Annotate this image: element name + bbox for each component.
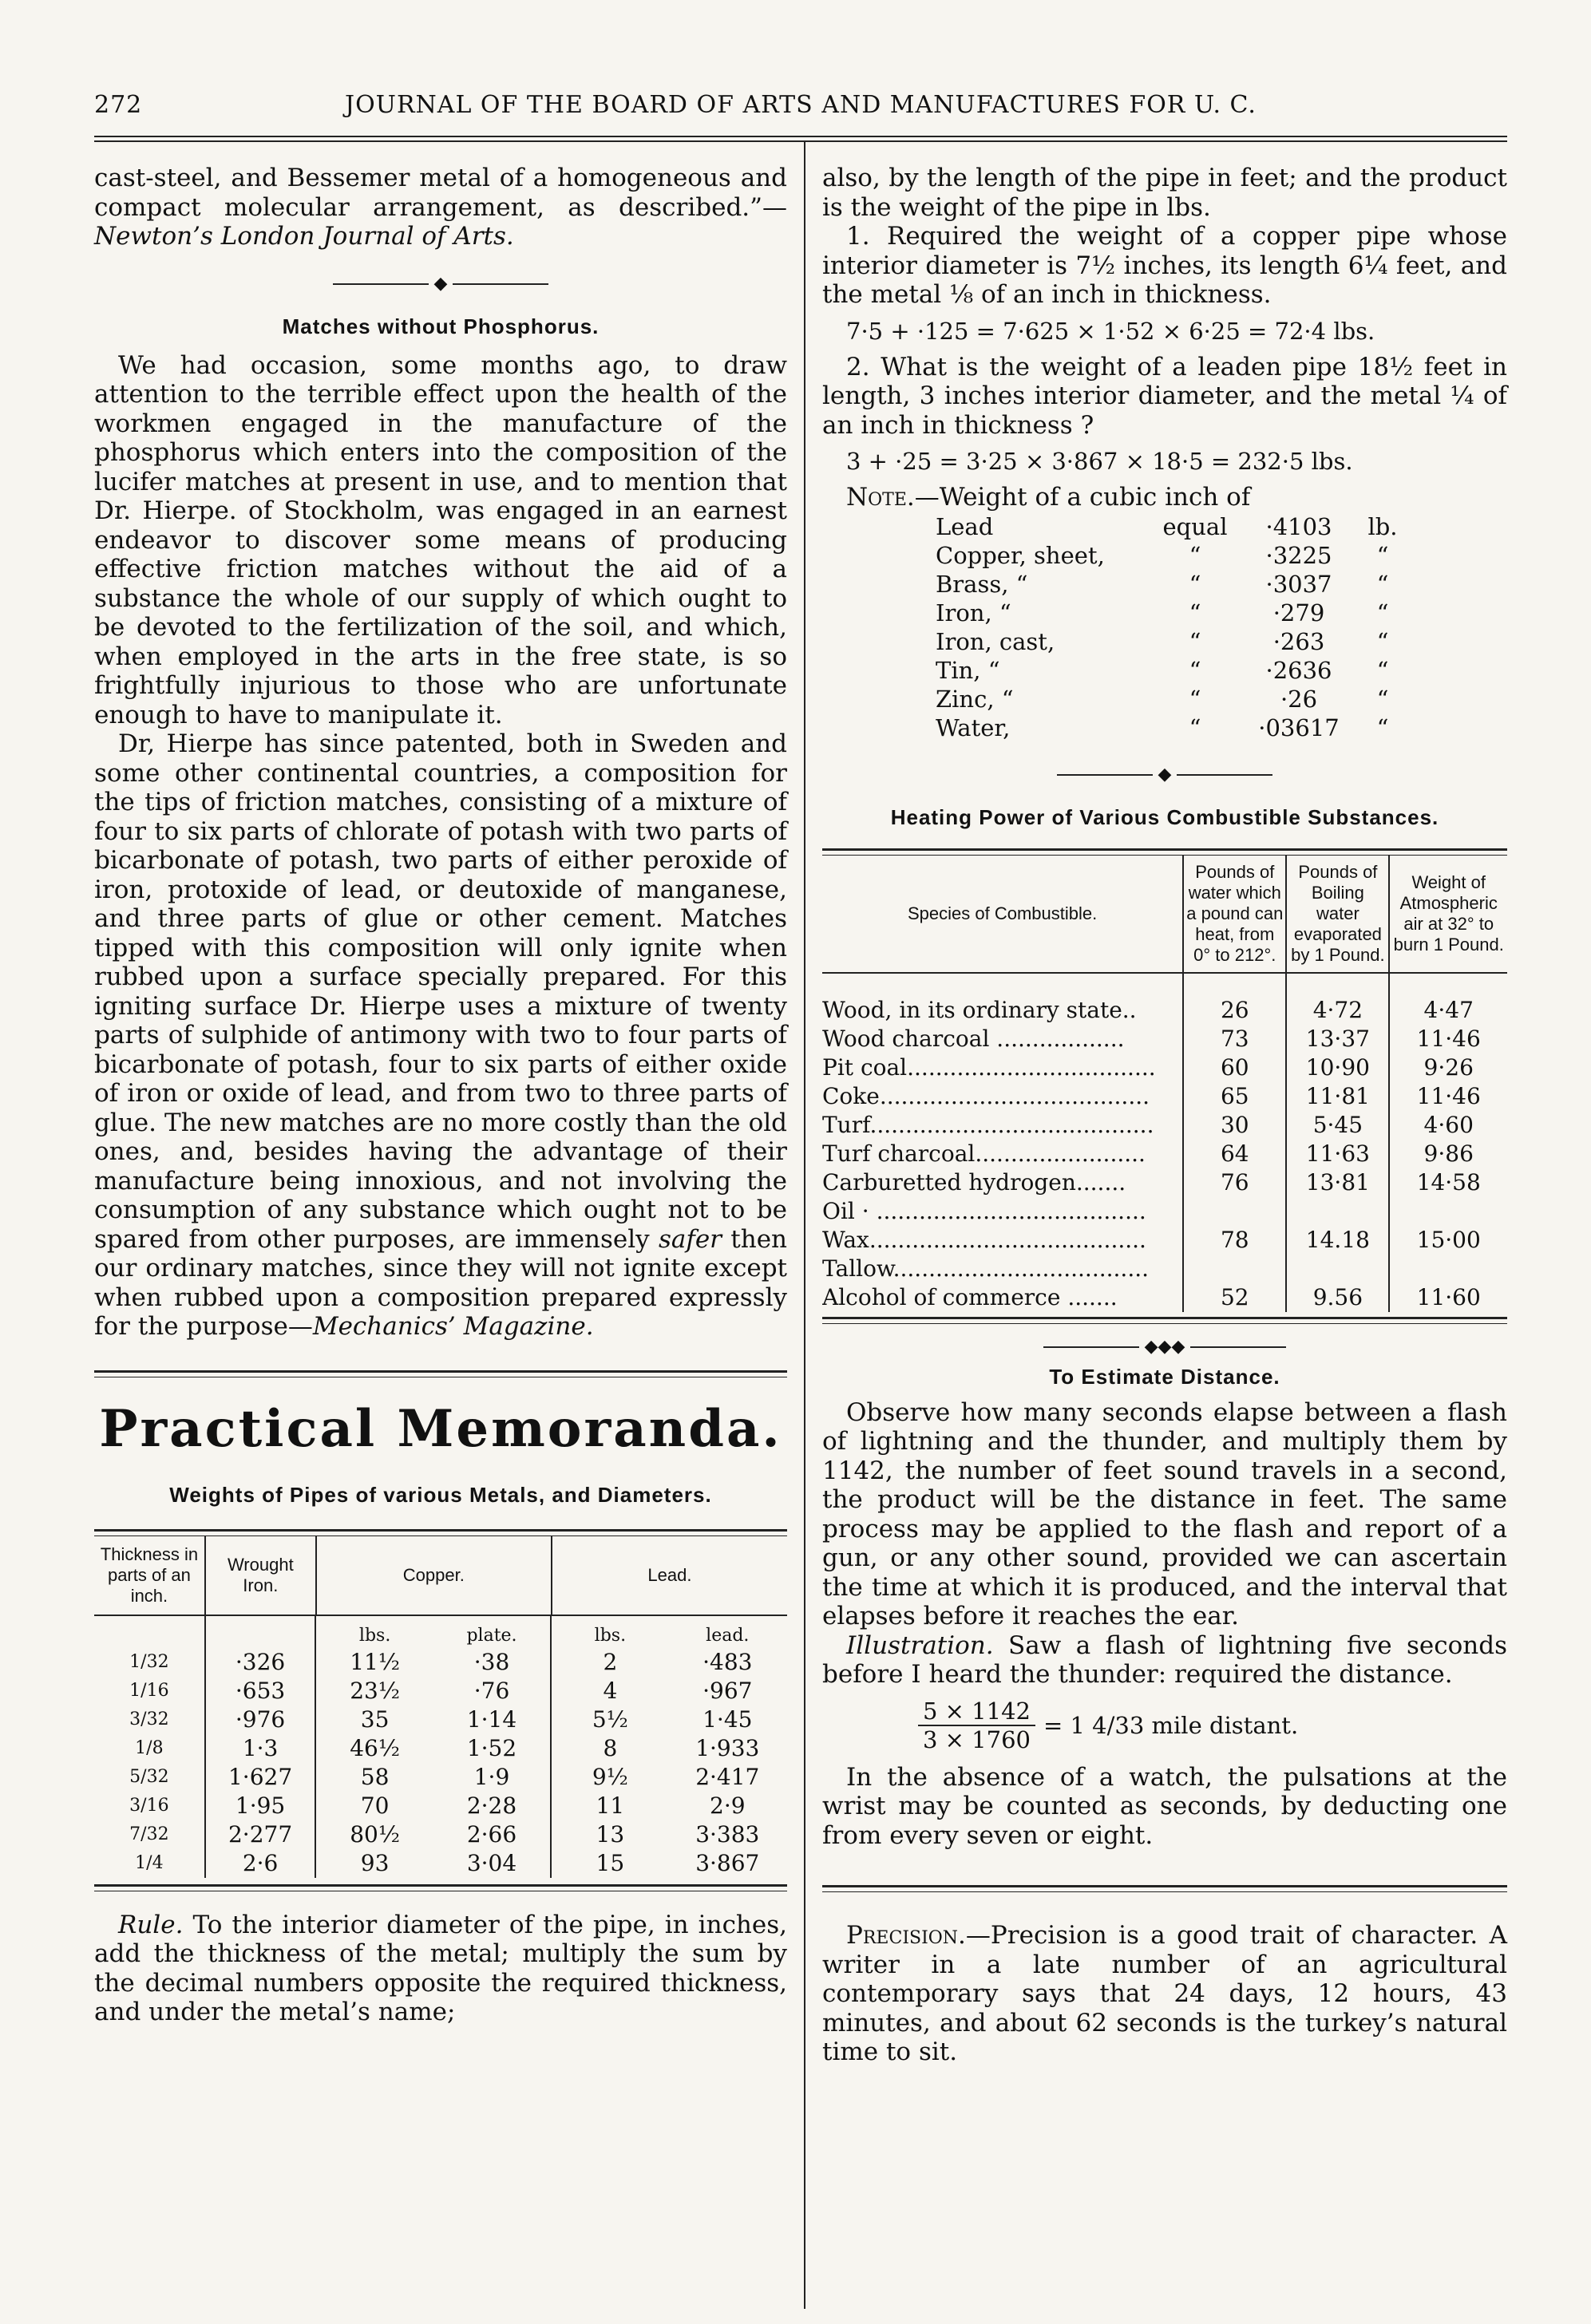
heat-cell: 64 [1183,1140,1286,1168]
continued-paragraph [94,164,787,251]
pipe-value-cell: 70 [360,1792,390,1819]
heat-row [822,973,1507,1025]
pipe-value-cell: 35 [360,1705,390,1733]
illustration-label: Illustration. [846,1630,994,1660]
col-header-copper: Copper. [316,1536,552,1615]
pipe-value-cell: 1·52 [433,1734,551,1763]
cubic-inch-row [936,685,1407,713]
cubic-inch-row [936,713,1407,742]
matches-heading: Matches without Phosphorus. [282,314,600,338]
heat-col-air: Weight of Atmospheric air at 32° to burn 1 Pound. [1393,872,1504,955]
cubic-inch-cell: “ [1189,685,1201,713]
section-ornament-2: ◆ [822,765,1507,785]
distance-heading: To Estimate Distance. [1049,1364,1280,1389]
precision-paragraph [822,1921,1507,2067]
subheader-copper-plate: plate. [433,1616,551,1648]
cubic-inch-cell: Lead [936,512,994,540]
pipe-value-cell: 9½ [592,1763,628,1790]
distance-paragraph-2: In the absence of a watch, the pulsations at the wrist may be counted as seconds, by deducting one from every seven or eight. [822,1762,1507,1850]
heat-cell: 9·86 [1423,1140,1474,1167]
heat-row [822,1283,1507,1312]
heat-cell: 73 [1183,1025,1286,1053]
pipe-thickness-cell: 7/32 [94,1820,205,1849]
heat-cell: Tallow.................................... [822,1255,1183,1283]
fraction-result: = 1 4/33 mile distant. [1043,1711,1299,1739]
fraction-denominator: 3 × 1760 [923,1725,1031,1753]
pipes-table-body [94,1616,787,1878]
source-citation: Newton’s London Journal of Arts. [94,222,514,251]
heat-cell: 60 [1183,1053,1286,1082]
cubic-inch-cell: ·2636 [1265,656,1332,684]
pipe-value-cell: 93 [360,1849,390,1876]
cubic-inch-cell: equal [1162,512,1228,540]
heat-row [822,1226,1507,1255]
heat-cell: Coke...................................... [822,1082,1183,1111]
heat-cell: 78 [1183,1226,1286,1255]
pipe-row [94,1763,786,1792]
emphasis-safer: safer [658,1224,722,1254]
cubic-inch-cell: “ [1189,570,1201,598]
pipe-value-cell: 3·383 [695,1820,760,1848]
note-paragraph [822,483,1507,512]
pipe-value-cell: 1·3 [205,1734,316,1763]
cubic-inch-cell: ·3225 [1265,541,1332,569]
matches-paragraph-1: We had occasion, some months ago, to draw attention to the terrible effect upon the health of the workmen engaged in the manufacture of the phosphorus which enters into the composition of the lucifer matches at present in use, and to mention that Dr. Hierpe. of Stockholm, was engaged in an earnest endeavor to discover some means of producing effective friction matches without the aid of a substance the whole of our supply of which ought to be devoted to the fertilization of the soil, and which, when employed in the arts in the free state, is so frightfully injurious to those who are unfortunate enough to have to manipulate it. [94,350,787,729]
heat-table-bottom-rule [822,1317,1507,1324]
pipe-value-cell: 23½ [350,1677,401,1704]
heat-cell: 14.18 [1286,1226,1389,1255]
cubic-inch-cell: “ [1376,541,1389,569]
pipe-value-cell: 1·95 [205,1792,316,1820]
pipe-row [94,1648,786,1677]
cubic-inch-cell: ·4103 [1265,512,1332,540]
pipe-value-cell: 15 [596,1849,625,1876]
matches-text-cont: then our ordinary matches, since they will not ignite except when rubbed upon a composition prepared expressly for the purpose— [94,1224,788,1341]
rule-continued: also, by the length of the pipe in feet; and the product is the weight of the pipe in lbs. [822,164,1507,222]
heat-cell [1389,1197,1507,1226]
cubic-inch-table [936,512,1407,742]
heat-cell: 30 [1183,1111,1286,1140]
pipe-value-cell: 58 [360,1763,390,1790]
cubic-inch-cell: Iron, cast, [936,627,1055,655]
cubic-inch-cell: ·26 [1280,685,1318,713]
heat-row [822,1082,1507,1111]
rule-text: To the interior diameter of the pipe, in inches, add the thickness of the metal; multiply the sum by the decimal numbers opposite the required thickness, and under the metal’s name; [94,1910,787,2026]
illustration-text: Saw a flash of lightning five seconds before I heard the thunder: required the distance. [822,1630,1507,1689]
journal-title: JOURNAL OF THE BOARD OF ARTS AND MANUFACTURES FOR U. C. [345,91,1257,119]
pipe-value-cell: 3·867 [695,1849,760,1876]
table-top-rule [94,1529,787,1536]
heat-cell: 4·47 [1423,996,1474,1023]
col-header-thickness: Thickness in parts of an inch. [94,1536,205,1615]
heat-col-species: Species of Combustible. [822,856,1183,973]
pipe-value-cell: 2·66 [433,1820,551,1849]
table-bottom-rule [94,1884,787,1891]
heat-cell: Oil · ...................................... [822,1197,1183,1226]
pipe-value-cell: 1·627 [205,1763,316,1792]
pipe-value-cell: 13 [596,1820,625,1848]
cubic-inch-row [936,627,1407,656]
cubic-inch-cell: “ [1189,599,1201,626]
example-1: 1. Required the weight of a copper pipe whose interior diameter is 7½ inches, its length 6¼ feet, and the metal ⅛ of an inch in thickness. [822,222,1507,309]
cubic-inch-cell: Tin, “ [936,656,1000,684]
section-double-rule [94,1370,787,1377]
heat-cell: Turf charcoal........................ [822,1140,1183,1168]
cubic-inch-cell: “ [1376,685,1389,713]
right-column [822,164,1507,2067]
heat-cell: 4·60 [1423,1111,1474,1138]
heat-col-water-heat: Pounds of water which a pound can heat, from 0° to 212°. [1183,856,1286,973]
cubic-inch-row [936,512,1407,541]
pipe-value-cell: 80½ [350,1820,401,1848]
cubic-inch-cell: “ [1376,713,1389,741]
equation-2: 3 + ·25 = 3·25 × 3·867 × 18·5 = 232·5 lbs. [846,448,1353,475]
cubic-inch-cell: ·263 [1272,627,1325,655]
pipe-thickness-cell: 3/16 [94,1792,205,1820]
heat-cell: 26 [1183,973,1286,1025]
heat-cell: 10·90 [1286,1053,1389,1082]
cubic-inch-cell: “ [1189,627,1201,655]
equation-1: 7·5 + ·125 = 7·625 × 1·52 × 6·25 = 72·4 lbs. [846,317,1375,345]
cubic-inch-cell: Copper, sheet, [936,541,1105,569]
header-rule [94,136,1507,137]
heat-heading: Heating Power of Various Combustible Substances. [890,804,1439,829]
heat-cell [1183,1255,1286,1283]
heat-cell: 13·81 [1286,1168,1389,1197]
heat-cell: 13·37 [1286,1025,1389,1053]
pipe-value-cell: 5½ [592,1705,628,1733]
subheader-row [94,1616,786,1648]
heat-cell: 5·45 [1286,1111,1389,1140]
heat-cell: 11·46 [1416,1025,1481,1052]
pipe-value-cell: ·653 [205,1677,316,1705]
distance-fraction [918,1698,1507,1753]
heat-cell: Pit coal................................... [822,1053,1183,1082]
heat-cell: 14·58 [1416,1168,1481,1196]
cubic-inch-row [936,599,1407,627]
heat-cell: 9·26 [1423,1053,1474,1081]
heat-cell: Wood charcoal .................. [822,1025,1183,1053]
cubic-inch-cell: “ [1189,541,1201,569]
pipe-thickness-cell: 3/32 [94,1705,205,1734]
pipes-table [94,1536,787,1616]
cubic-inch-cell: ·03617 [1258,713,1340,741]
cubic-inch-cell: “ [1189,713,1201,741]
pipe-value-cell: 46½ [350,1734,401,1761]
pipe-row [94,1792,786,1820]
pipe-row [94,1734,786,1763]
heat-table [822,856,1507,1312]
page-number: 272 [94,91,143,119]
section-ornament: ◆ [94,274,787,294]
cubic-inch-cell: Water, [936,713,1011,741]
col-header-lead: Lead. [647,1564,692,1585]
cubic-inch-cell: “ [1189,656,1201,684]
pipe-row [94,1849,786,1878]
fraction-block [918,1698,1035,1753]
section-ornament-3: ◆◆◆ [822,1337,1507,1357]
heat-cell: Turf........................................ [822,1111,1183,1140]
heat-row [822,1111,1507,1140]
heat-cell: 9.56 [1286,1283,1389,1312]
precision-label: Precision. [846,1921,966,1950]
heat-cell [1286,1255,1389,1283]
example-2: 2. What is the weight of a leaden pipe 18½ feet in length, 3 inches interior diameter, and the metal ¼ of an inch in thickness ? [822,352,1507,440]
running-header [94,80,1507,128]
source-citation-mechanics: Mechanics’ Magazine. [312,1312,594,1341]
note-label: Note. [846,483,915,512]
header-rule-thin [94,140,1507,142]
cubic-inch-cell: “ [1376,627,1389,655]
subheader-lead-lead: lead. [706,1625,750,1646]
cubic-inch-cell: Brass, “ [936,570,1028,598]
heat-cell: 52 [1183,1283,1286,1312]
continued-text: cast-steel, and Bessemer metal of a homogeneous and compact molecular arrangement, as described.”— [94,164,787,222]
heat-row [822,1255,1507,1283]
pipe-value-cell: 2·6 [205,1849,316,1878]
heat-row [822,1053,1507,1082]
cubic-inch-row [936,541,1407,570]
cubic-inch-row [936,570,1407,599]
cubic-inch-cell: “ [1376,570,1389,598]
heat-col-evaporated: Pounds of Boiling water evaporated by 1 Pound. [1286,856,1389,973]
pipe-value-cell: ·967 [702,1677,753,1704]
cubic-inch-cell: “ [1376,656,1389,684]
heat-cell: Carburetted hydrogen....... [822,1168,1183,1197]
heat-cell: 11·63 [1286,1140,1389,1168]
heat-table-top-rule [822,848,1507,856]
subheader-lead-lbs: lbs. [594,1625,627,1646]
cubic-inch-cell: ·279 [1272,599,1325,626]
heat-row [822,1197,1507,1226]
pipe-thickness-cell: 1/4 [94,1849,205,1878]
distance-paragraph-1: Observe how many seconds elapse between a flash of lightning and the thunder, and multiply them by 1142, the number of feet sound travels in a second, the product will be the distance in feet. The same process may be applied to the flash and report of a gun, or any other sound, provided we can ascertain the time at which it is produced, and the interval that elapses before it reaches the ear. [822,1397,1507,1630]
col-header-iron: Wrought Iron. [205,1536,316,1615]
memoranda-title: Practical Memoranda. [99,1398,782,1459]
cubic-inch-cell: “ [1376,599,1389,626]
pipe-value-cell: ·76 [433,1677,551,1705]
heat-row [822,1168,1507,1197]
illustration-paragraph [822,1631,1507,1690]
heat-cell: Alcohol of commerce ....... [822,1283,1183,1312]
pipes-heading: Weights of Pipes of various Metals, and Diameters. [169,1482,712,1507]
pipe-value-cell: 1·45 [702,1705,753,1733]
heat-cell: 11·46 [1416,1082,1481,1109]
heat-cell [1286,1197,1389,1226]
note-text: —Weight of a cubic inch of [914,483,1251,512]
pipe-value-cell: ·483 [702,1648,753,1675]
pipe-thickness-cell: 1/8 [94,1734,205,1763]
heat-cell: 11·60 [1416,1283,1481,1310]
cubic-inch-cell: Zinc, “ [936,685,1014,713]
pipe-row [94,1705,786,1734]
pipe-value-cell: 2·417 [695,1763,760,1790]
pipe-value-cell: 3·04 [433,1849,551,1878]
pipe-thickness-cell: 1/16 [94,1677,205,1705]
pipe-value-cell: ·326 [205,1648,316,1677]
fraction-numerator: 5 × 1142 [918,1698,1035,1726]
rule-paragraph [94,1911,787,2027]
pipe-row [94,1820,786,1849]
heat-cell: 76 [1183,1168,1286,1197]
heat-row [822,1025,1507,1053]
pipe-thickness-cell: 5/32 [94,1763,205,1792]
pipe-value-cell: 1·933 [695,1734,760,1761]
pipe-value-cell: 1·9 [433,1763,551,1792]
heat-cell: 4·72 [1286,973,1389,1025]
precision-rule [822,1885,1507,1892]
pipe-value-cell: 11 [596,1792,625,1819]
pipe-value-cell: 2·277 [205,1820,316,1849]
precision-text: —Precision is a good trait of character. A writer in a late number of an agricultural contemporary says that 24 days, 12 hours, 43 minutes, and about 62 seconds is the turkey’s natural time to sit. [822,1921,1507,2066]
pipe-value-cell: ·38 [433,1648,551,1677]
pipe-value-cell: ·976 [205,1705,316,1734]
pipe-value-cell: 2 [603,1648,618,1675]
heat-cell [1183,1197,1286,1226]
cubic-inch-cell: lb. [1367,512,1398,540]
heat-row [822,1140,1507,1168]
heat-cell: 15·00 [1416,1226,1481,1253]
pipe-value-cell: 2·28 [433,1792,551,1820]
heat-cell [1389,1255,1507,1283]
pipe-thickness-cell: 1/32 [94,1648,205,1677]
pipe-value-cell: 1·14 [433,1705,551,1734]
cubic-inch-row [936,656,1407,685]
cubic-inch-cell: ·3037 [1265,570,1332,598]
column-divider [804,142,805,2309]
heat-cell: 65 [1183,1082,1286,1111]
matches-paragraph-2 [94,729,787,1342]
rule-label: Rule. [118,1910,184,1939]
heat-cell: Wood, in its ordinary state.. [822,973,1183,1025]
pipe-value-cell: 11½ [350,1648,401,1675]
pipe-value-cell: 4 [603,1677,618,1704]
heat-cell: Wax....................................... [822,1226,1183,1255]
heat-cell: 11·81 [1286,1082,1389,1111]
cubic-inch-cell: Iron, “ [936,599,1011,626]
subheader-copper-lbs: lbs. [358,1625,391,1646]
pipe-value-cell: 8 [603,1734,618,1761]
pipe-row [94,1677,786,1705]
pipe-value-cell: 2·9 [710,1792,746,1819]
left-column [94,164,787,2027]
matches-text: Dr, Hierpe has since patented, both in Sweden and some other continental countries, a composition for the tips of friction matches, consisting of a mixture of four to six parts of chlorate of potash with two parts of bicarbonate of potash, two parts of either peroxide of iron, protoxide of lead, or deutoxide of manganese, and three parts of glue or other cement. Matches tipped with this composition will only ignite when rubbed upon a surface specially prepared. For this igniting surface Dr. Hierpe uses a mixture of twenty parts of sulphide of antimony with two to four parts of bicarbonate of potash, four to six parts of either oxide of iron or oxide of lead, and from two to three parts of glue. The new matches are no more costly than the old ones, and, besides having the advantage of their manufacture being innoxious, and not involving the consumption of any substance which ought not to be spared from other purposes, are immensely [94,729,787,1254]
